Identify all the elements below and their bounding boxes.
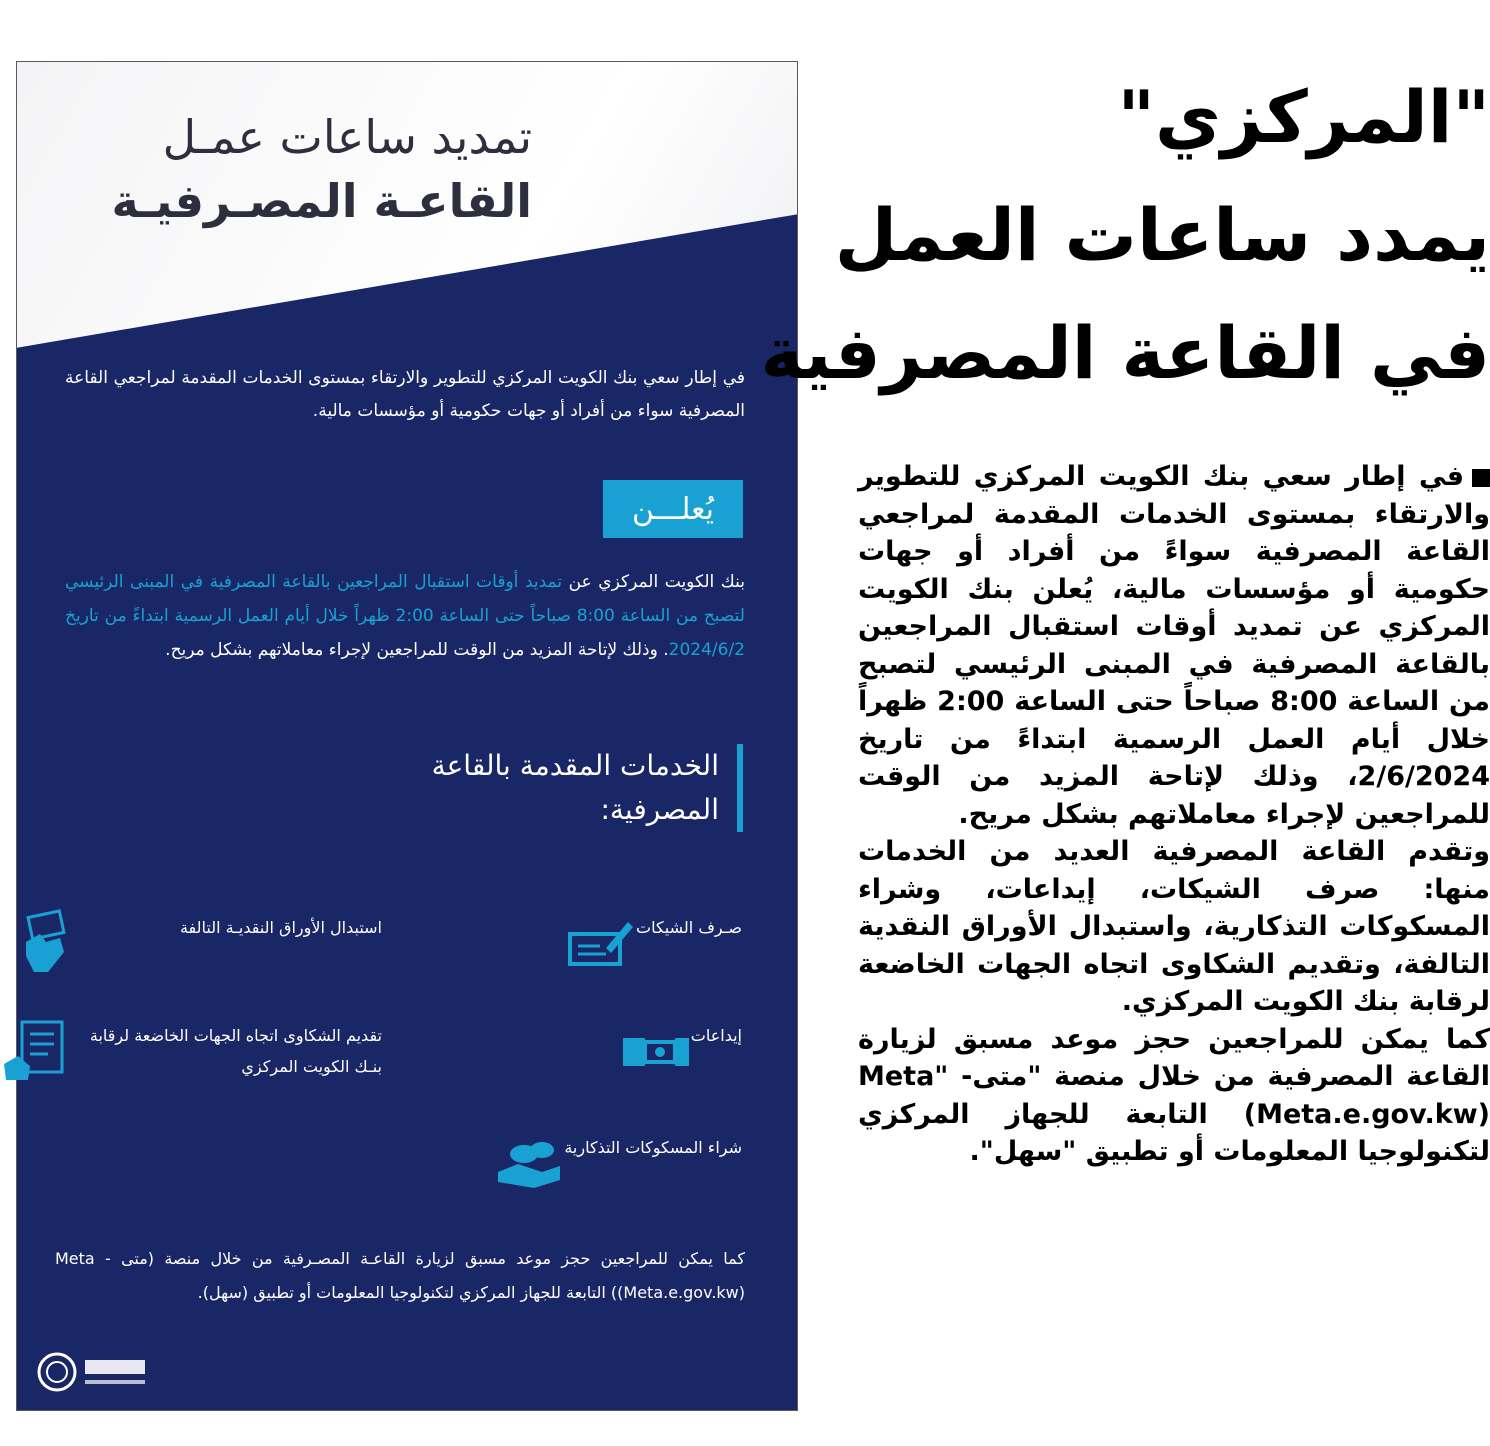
article-paragraph-1-text: في إطار سعي بنك الكويت المركزي للتطوير والارتقاء بمستوى الخدمات المقدمة لمراجعي القاعة المصرفية سواءً من أفراد أو جهات حكومية أو مؤسسات مالية، يُعلن بنك الكويت المركزي عن تمديد أوقات استقبال المراجعين بالقاعة المصرفية في المبنى الرئيسي لتصبح من الساعة 8:00 صباحاً حتى الساعة 2:00 ظهراً خلال أيام العمل الرسمية ابتداءً من تاريخ 2/6/2024، وذلك لإتاحة المزيد من الوقت للمراجعين لإجراء معاملاتهم بشكل مريح. [858,461,1490,830]
poster-title-line2: القاعـة المصـرفيـة [111,174,532,228]
headline-line3: في القاعة المصرفية [760,311,1490,395]
service-item-deposits [621,1020,752,1082]
article-body [858,458,1490,1171]
poster-intro-text: في إطار سعي بنك الكويت المركزي للتطوير والارتقاء بمستوى الخدمات المقدمة لمراجعي القاعة المصرفية سواء من أفراد أو جهات حكومية أو مؤسسات مالية. [65,368,745,421]
services-heading-line1: الخدمات المقدمة بالقاعة [431,749,719,782]
headline-line1: "المركزي" [1117,75,1490,159]
service-item-banknote-exchange [12,912,402,974]
article-headline [760,58,1490,412]
service-label: صـرف الشيكات [636,918,742,937]
service-label: استبدال الأوراق النقديـة التالفة [179,918,382,937]
announce-badge: يُعلـــن [603,480,743,538]
article-paragraph-1 [858,458,1490,833]
announcement-poster [16,61,798,1411]
service-label: إيداعات [690,1026,742,1045]
complaint-document-icon [2,1020,72,1082]
poster-booking-text: كما يمكن للمراجعين حجز موعد مسبق لزيارة القاعـة المصـرفية من خلال منصة (متى - Meta (Meta.e.gov.kw)) التابعة للجهاز المركزي لتكنولوجيا المعلومات أو تطبيق (سهل). [55,1249,745,1302]
announce-highlight: تمديد أوقات استقبال المراجعين بالقاعة المصرفية في المبنى الرئيسي لتصبح من الساعة 8:00 صباحاً حتى الساعة 2:00 ظهراً خلال أيام العمل الرسمية ابتداءً من تاريخ 2024/6/2 [65,572,745,660]
headline-line2: يمدد ساعات العمل [834,193,1490,277]
article-paragraph-3: كما يمكن للمراجعين حجز موعد مسبق لزيارة القاعة المصرفية من خلال منصة "متى- Meta" (Meta.e.gov.kw) التابعة للجهاز المركزي لتكنولوجيا المعلومات أو تطبيق "سهل". [858,1023,1490,1167]
services-heading [279,744,743,832]
service-item-cheques [566,912,752,974]
service-label: تقديم الشكاوى اتجاه الجهات الخاضعة لرقابة بنـك الكويت المركزي [89,1026,382,1076]
article-paragraph-2: وتقدم القاعة المصرفية العديد من الخدمات منها: صرف الشيكات، إيداعات، وشراء المسكوكات التذكارية، واستبدال الأوراق النقدية التالفة، وتقديم الشكاوى اتجاه الجهات الخاضعة لرقابة بنك الكويت المركزي. [858,836,1490,1017]
central-bank-logo [35,1350,195,1394]
bullet-square-icon [1472,469,1490,487]
announce-tail: . وذلك لإتاحة المزيد من الوقت للمراجعين لإجراء معاملاتهم بشكل مريح. [165,640,669,660]
banknote-hand-icon [12,912,82,974]
services-heading-line2: المصرفية: [600,793,719,826]
announce-lead: بنك الكويت المركزي عن [562,572,745,592]
service-label: شراء المسكوكات التذكارية [564,1138,742,1157]
services-list [12,892,752,1212]
deposit-icon [621,1020,691,1082]
poster-title-line1: تمديد ساعات عمـل [162,110,532,164]
coins-icon [494,1132,564,1194]
service-item-coins [494,1132,752,1194]
cheque-icon [566,912,636,974]
poster-announcement [65,565,745,667]
service-item-complaints [2,1020,402,1082]
